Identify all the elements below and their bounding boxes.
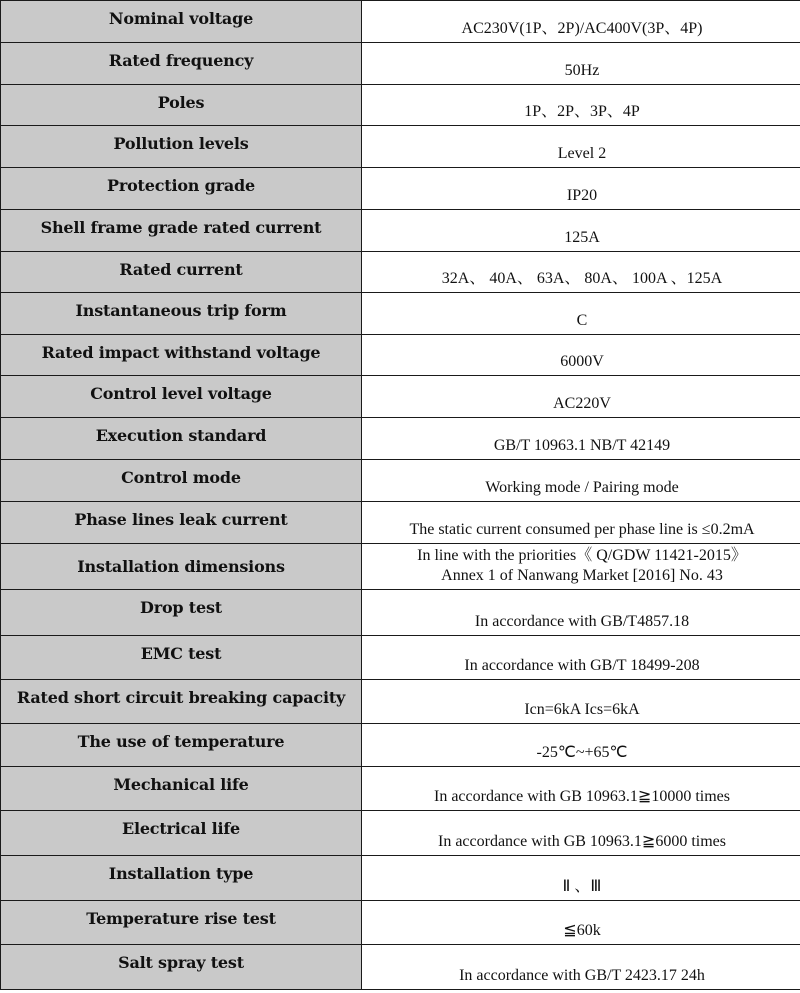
table-row xyxy=(1,724,800,767)
row-value: Ⅱ 、Ⅲ xyxy=(362,856,800,901)
row-label: Rated frequency xyxy=(1,43,362,85)
table-row xyxy=(1,293,800,335)
row-value: In accordance with GB/T4857.18 xyxy=(362,590,800,636)
table-row xyxy=(1,376,800,418)
row-label: Control level voltage xyxy=(1,376,362,418)
row-value xyxy=(362,544,800,590)
row-label: Installation dimensions xyxy=(1,544,362,590)
value-line-1: In line with the priorities《 Q/GDW 11421-2015》 xyxy=(417,546,747,564)
row-value: In accordance with GB 10963.1≧6000 times xyxy=(362,811,800,856)
row-value: 32A、 40A、 63A、 80A、 100A 、125A xyxy=(362,252,800,293)
table-row xyxy=(1,636,800,680)
row-label: Poles xyxy=(1,85,362,126)
row-value: AC230V(1P、2P)/AC400V(3P、4P) xyxy=(362,1,800,43)
table-row xyxy=(1,460,800,502)
table-row xyxy=(1,767,800,811)
table-row xyxy=(1,252,800,293)
row-value: GB/T 10963.1 NB/T 42149 xyxy=(362,418,800,460)
row-label: Rated impact withstand voltage xyxy=(1,335,362,376)
row-label: Control mode xyxy=(1,460,362,502)
table-row xyxy=(1,335,800,376)
row-label: Electrical life xyxy=(1,811,362,856)
table-row xyxy=(1,680,800,724)
table-row xyxy=(1,945,800,990)
row-value: In accordance with GB/T 18499-208 xyxy=(362,636,800,680)
row-value: In accordance with GB 10963.1≧10000 times xyxy=(362,767,800,811)
value-line-2: Annex 1 of Nanwang Market [2016] No. 43 xyxy=(441,566,723,584)
table-row xyxy=(1,590,800,636)
row-label: Temperature rise test xyxy=(1,901,362,945)
row-label: Mechanical life xyxy=(1,767,362,811)
row-value: IP20 xyxy=(362,168,800,210)
table-row xyxy=(1,126,800,168)
table-row xyxy=(1,85,800,126)
row-value: The static current consumed per phase line is ≤0.2mA xyxy=(362,502,800,544)
table-row xyxy=(1,502,800,544)
row-value: In accordance with GB/T 2423.17 24h xyxy=(362,945,800,990)
row-label: Protection grade xyxy=(1,168,362,210)
row-value: -25℃~+65℃ xyxy=(362,724,800,767)
row-label: Rated short circuit breaking capacity xyxy=(1,680,362,724)
row-value: 1P、2P、3P、4P xyxy=(362,85,800,126)
row-label: The use of temperature xyxy=(1,724,362,767)
row-label: Shell frame grade rated current xyxy=(1,210,362,252)
row-label: Installation type xyxy=(1,856,362,901)
row-value: ≦60k xyxy=(362,901,800,945)
table-row xyxy=(1,856,800,901)
row-value: 6000V xyxy=(362,335,800,376)
row-label: Salt spray test xyxy=(1,945,362,990)
table-row xyxy=(1,168,800,210)
row-label: Rated current xyxy=(1,252,362,293)
table-row xyxy=(1,418,800,460)
row-value: AC220V xyxy=(362,376,800,418)
row-label: Pollution levels xyxy=(1,126,362,168)
table-row xyxy=(1,1,800,43)
row-label: Execution standard xyxy=(1,418,362,460)
row-label: Instantaneous trip form xyxy=(1,293,362,335)
row-value: 50Hz xyxy=(362,43,800,85)
row-label: Phase lines leak current xyxy=(1,502,362,544)
table-row xyxy=(1,901,800,945)
row-value: Level 2 xyxy=(362,126,800,168)
table-row xyxy=(1,43,800,85)
table-row xyxy=(1,544,800,590)
row-label: Nominal voltage xyxy=(1,1,362,43)
row-value: C xyxy=(362,293,800,335)
row-value: 125A xyxy=(362,210,800,252)
table-row xyxy=(1,210,800,252)
table-row xyxy=(1,811,800,856)
row-value: Icn=6kA Ics=6kA xyxy=(362,680,800,724)
row-value: Working mode / Pairing mode xyxy=(362,460,800,502)
row-label: EMC test xyxy=(1,636,362,680)
row-label: Drop test xyxy=(1,590,362,636)
